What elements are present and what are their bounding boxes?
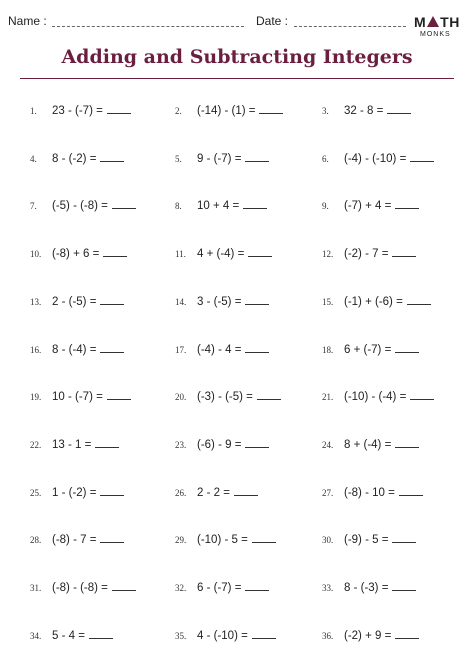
problem-expression: (-4) - (-10) =	[344, 152, 407, 165]
problem-item	[175, 532, 276, 552]
answer-blank[interactable]	[392, 532, 416, 543]
answer-blank[interactable]	[103, 246, 127, 257]
problem-item	[30, 437, 119, 457]
problem-number: 34.	[30, 630, 42, 641]
problem-expression: 9 - (-7) =	[197, 152, 242, 165]
problem-number: 1.	[30, 106, 37, 116]
problem-number: 10.	[30, 249, 42, 260]
problem-expression: (-3) - (-5) =	[197, 391, 253, 404]
problem-expression: (-7) + 4 =	[344, 200, 392, 213]
problem-number: 32.	[175, 583, 187, 593]
problem-expression: 10 - (-7) =	[52, 391, 103, 404]
problem-item	[30, 485, 124, 505]
problem-number: 20.	[175, 392, 187, 403]
answer-blank[interactable]	[245, 151, 269, 162]
problem-number: 15.	[322, 296, 334, 307]
problem-item	[322, 532, 416, 552]
answer-blank[interactable]	[392, 580, 416, 591]
problem-item	[175, 580, 269, 600]
problem-item	[322, 151, 434, 171]
logo-text-m: M	[414, 14, 427, 30]
problem-expression: (-8) - (-8) =	[52, 582, 108, 594]
problem-item	[175, 485, 258, 505]
problem-number: 30.	[322, 535, 334, 546]
answer-blank[interactable]	[100, 151, 124, 162]
problem-expression: 4 - (-10) =	[197, 629, 248, 642]
problem-expression: (-2) + 9 =	[344, 629, 392, 642]
answer-blank[interactable]	[392, 246, 416, 257]
answer-blank[interactable]	[245, 294, 269, 305]
answer-blank[interactable]	[395, 628, 419, 639]
problem-item	[175, 198, 267, 218]
problem-number: 4.	[30, 153, 37, 164]
problem-expression: 6 - (-7) =	[197, 582, 242, 594]
problem-number: 6.	[322, 153, 329, 164]
answer-blank[interactable]	[248, 246, 272, 257]
problem-expression: 2 - (-5) =	[52, 295, 97, 308]
answer-blank[interactable]	[410, 151, 434, 162]
answer-blank[interactable]	[112, 198, 136, 209]
problem-expression: (-14) - (1) =	[197, 105, 256, 117]
problem-number: 33.	[322, 583, 334, 593]
problem-expression: 8 - (-2) =	[52, 152, 97, 165]
answer-blank[interactable]	[245, 342, 269, 353]
answer-blank[interactable]	[395, 198, 419, 209]
problem-item	[322, 342, 419, 362]
problem-number: 12.	[322, 249, 334, 260]
problem-number: 17.	[175, 344, 187, 355]
problem-expression: (-10) - (-4) =	[344, 391, 407, 404]
problem-number: 31.	[30, 583, 42, 593]
problem-number: 14.	[175, 296, 187, 307]
problem-number: 36.	[322, 630, 334, 641]
answer-blank[interactable]	[100, 485, 124, 496]
problem-item	[30, 580, 136, 600]
problem-item	[322, 246, 416, 266]
problem-number: 8.	[175, 201, 182, 212]
name-label: Name :	[8, 14, 47, 28]
problem-expression: (-8) - 10 =	[344, 486, 395, 499]
answer-blank[interactable]	[234, 485, 258, 496]
logo-text-th: TH	[440, 14, 460, 30]
problem-number: 24.	[322, 439, 334, 450]
problem-item	[322, 294, 431, 314]
problem-expression: 1 - (-2) =	[52, 486, 97, 499]
problem-item	[30, 389, 131, 409]
problem-item	[175, 628, 276, 648]
answer-blank[interactable]	[257, 389, 281, 400]
problem-number: 21.	[322, 392, 334, 403]
answer-blank[interactable]	[387, 103, 411, 114]
answer-blank[interactable]	[252, 628, 276, 639]
answer-blank[interactable]	[252, 532, 276, 543]
answer-blank[interactable]	[100, 342, 124, 353]
answer-blank[interactable]	[112, 580, 136, 591]
problem-item	[30, 103, 131, 123]
answer-blank[interactable]	[407, 294, 431, 305]
problem-item	[322, 103, 411, 123]
problem-item	[175, 294, 269, 314]
worksheet-title: Adding and Subtracting Integers	[61, 46, 413, 68]
problem-item	[322, 198, 419, 218]
answer-blank[interactable]	[245, 437, 269, 448]
problem-expression: 10 + 4 =	[197, 200, 240, 213]
problem-number: 29.	[175, 535, 187, 546]
problem-number: 18.	[322, 344, 334, 355]
problem-expression: (-8) - 7 =	[52, 534, 97, 547]
problem-expression: (-5) - (-8) =	[52, 200, 108, 213]
problem-item	[30, 151, 124, 171]
problem-number: 35.	[175, 630, 187, 641]
problem-item	[322, 628, 419, 648]
problem-item	[175, 389, 281, 409]
problem-number: 7.	[30, 201, 37, 212]
problem-expression: 13 - 1 =	[52, 438, 92, 451]
problem-expression: (-8) + 6 =	[52, 248, 100, 261]
answer-blank[interactable]	[259, 103, 283, 114]
problem-number: 28.	[30, 535, 42, 546]
problem-expression: (-1) + (-6) =	[344, 295, 403, 308]
problem-item	[322, 485, 423, 505]
answer-blank[interactable]	[395, 342, 419, 353]
problem-item	[30, 342, 124, 362]
problem-item	[30, 294, 124, 314]
problem-item	[175, 246, 272, 266]
problem-expression: 8 - (-3) =	[344, 582, 389, 594]
problem-number: 19.	[30, 392, 42, 403]
problem-item	[322, 580, 416, 600]
problem-number: 26.	[175, 487, 187, 498]
problem-expression: 8 - (-4) =	[52, 343, 97, 356]
answer-blank[interactable]	[395, 437, 419, 448]
problem-item	[30, 628, 113, 648]
problem-expression: 4 + (-4) =	[197, 248, 245, 261]
problem-item	[322, 389, 434, 409]
problem-number: 11.	[175, 249, 186, 260]
problem-expression: 2 - 2 =	[197, 486, 230, 499]
problem-number: 25.	[30, 487, 42, 498]
answer-blank[interactable]	[410, 389, 434, 400]
problem-expression: 3 - (-5) =	[197, 295, 242, 308]
problem-item	[30, 246, 127, 266]
answer-blank[interactable]	[245, 580, 269, 591]
logo-subtext: MONKS	[420, 31, 451, 38]
problem-number: 13.	[30, 296, 42, 307]
problem-number: 22.	[30, 439, 42, 450]
problem-number: 16.	[30, 344, 42, 355]
problem-item	[175, 103, 283, 123]
answer-blank[interactable]	[100, 532, 124, 543]
answer-blank[interactable]	[107, 103, 131, 114]
problem-item	[175, 151, 269, 171]
problem-number: 27.	[322, 487, 334, 498]
answer-blank[interactable]	[107, 389, 131, 400]
problem-item	[30, 198, 136, 218]
problem-expression: 6 + (-7) =	[344, 343, 392, 356]
problem-item	[175, 342, 269, 362]
problem-expression: (-4) - 4 =	[197, 343, 242, 356]
date-label: Date :	[256, 14, 289, 28]
problem-expression: 32 - 8 =	[344, 105, 384, 117]
problem-number: 9.	[322, 201, 329, 212]
problem-expression: (-9) - 5 =	[344, 534, 389, 547]
problem-item	[175, 437, 269, 457]
problem-expression: (-10) - 5 =	[197, 534, 248, 547]
answer-blank[interactable]	[100, 294, 124, 305]
problem-expression: (-2) - 7 =	[344, 248, 389, 261]
problem-item	[322, 437, 419, 457]
problem-expression: 8 + (-4) =	[344, 438, 392, 451]
problem-expression: 23 - (-7) =	[52, 105, 103, 117]
answer-blank[interactable]	[399, 485, 423, 496]
problem-expression: 5 - 4 =	[52, 629, 85, 642]
answer-blank[interactable]	[89, 628, 113, 639]
problem-item	[30, 532, 124, 552]
problem-number: 23.	[175, 439, 187, 450]
problem-expression: (-6) - 9 =	[197, 438, 242, 451]
answer-blank[interactable]	[95, 437, 119, 448]
answer-blank[interactable]	[243, 198, 267, 209]
problem-number: 3.	[322, 106, 329, 116]
problem-number: 2.	[175, 106, 182, 116]
problem-number: 5.	[175, 153, 182, 164]
